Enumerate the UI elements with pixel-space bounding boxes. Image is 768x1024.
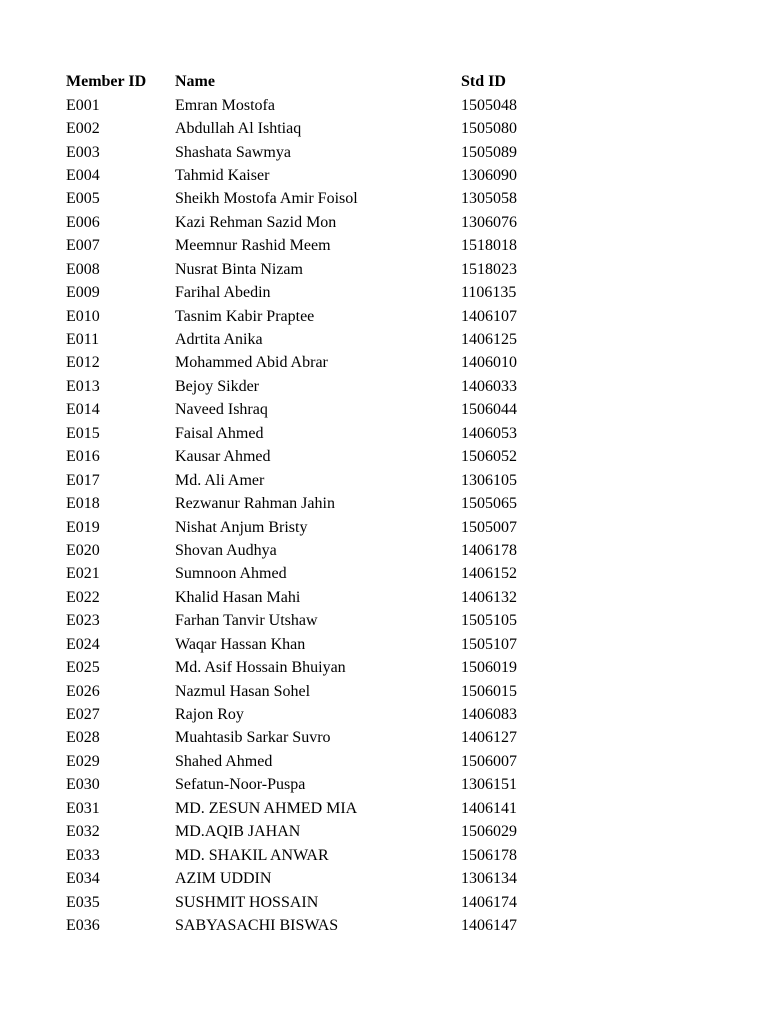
cell-name: Md. Ali Amer xyxy=(175,471,265,489)
table-row xyxy=(66,328,706,351)
cell-std-id: 1406127 xyxy=(461,729,517,747)
cell-member-id: E036 xyxy=(66,916,100,934)
table-row xyxy=(66,117,706,140)
cell-std-id: 1506007 xyxy=(461,752,517,770)
table-row xyxy=(66,375,706,398)
member-table xyxy=(66,70,706,937)
table-row xyxy=(66,304,706,327)
cell-member-id: E025 xyxy=(66,659,100,677)
cell-member-id: E023 xyxy=(66,612,100,630)
cell-member-id: E008 xyxy=(66,260,100,278)
cell-std-id: 1506178 xyxy=(461,846,517,864)
cell-name: Kazi Rehman Sazid Mon xyxy=(175,213,337,231)
table-row xyxy=(66,445,706,468)
cell-std-id: 1518018 xyxy=(461,237,517,255)
cell-member-id: E032 xyxy=(66,823,100,841)
cell-member-id: E016 xyxy=(66,448,100,466)
table-row xyxy=(66,468,706,491)
cell-std-id: 1306076 xyxy=(461,213,517,231)
cell-name: Shashata Sawmya xyxy=(175,143,291,161)
cell-name: Emran Mostofa xyxy=(175,96,275,114)
cell-std-id: 1406107 xyxy=(461,307,517,325)
cell-name: Nazmul Hasan Sohel xyxy=(175,682,311,700)
cell-member-id: E027 xyxy=(66,706,100,724)
cell-std-id: 1306090 xyxy=(461,166,517,184)
table-row xyxy=(66,656,706,679)
cell-std-id: 1505007 xyxy=(461,518,517,536)
cell-member-id: E006 xyxy=(66,213,100,231)
cell-std-id: 1505105 xyxy=(461,612,517,630)
cell-member-id: E033 xyxy=(66,846,100,864)
table-row xyxy=(66,726,706,749)
cell-member-id: E021 xyxy=(66,565,100,583)
table-row xyxy=(66,773,706,796)
table-row xyxy=(66,211,706,234)
cell-std-id: 1505080 xyxy=(461,120,517,138)
cell-name: Bejoy Sikder xyxy=(175,377,259,395)
cell-member-id: E009 xyxy=(66,284,100,302)
cell-member-id: E018 xyxy=(66,495,100,513)
cell-std-id: 1106135 xyxy=(461,284,517,302)
cell-member-id: E004 xyxy=(66,166,100,184)
cell-std-id: 1406178 xyxy=(461,541,517,559)
cell-std-id: 1506029 xyxy=(461,823,517,841)
cell-std-id: 1506015 xyxy=(461,682,517,700)
cell-name: Faisal Ahmed xyxy=(175,424,264,442)
cell-name: Sefatun-Noor-Puspa xyxy=(175,776,306,794)
table-row xyxy=(66,539,706,562)
table-body xyxy=(66,93,706,937)
table-row xyxy=(66,843,706,866)
cell-member-id: E012 xyxy=(66,354,100,372)
cell-name: Khalid Hasan Mahi xyxy=(175,588,301,606)
cell-member-id: E019 xyxy=(66,518,100,536)
table-row xyxy=(66,234,706,257)
cell-std-id: 1506052 xyxy=(461,448,517,466)
cell-member-id: E028 xyxy=(66,729,100,747)
cell-std-id: 1406053 xyxy=(461,424,517,442)
cell-std-id: 1406147 xyxy=(461,916,517,934)
cell-name: Farhan Tanvir Utshaw xyxy=(175,612,318,630)
cell-name: Mohammed Abid Abrar xyxy=(175,354,328,372)
cell-std-id: 1406125 xyxy=(461,331,517,349)
cell-std-id: 1406141 xyxy=(461,799,517,817)
cell-member-id: E020 xyxy=(66,541,100,559)
cell-member-id: E001 xyxy=(66,96,100,114)
cell-std-id: 1505065 xyxy=(461,495,517,513)
cell-name: Sumnoon Ahmed xyxy=(175,565,287,583)
cell-member-id: E011 xyxy=(66,331,100,349)
cell-name: SUSHMIT HOSSAIN xyxy=(175,893,319,911)
cell-member-id: E017 xyxy=(66,471,100,489)
cell-std-id: 1406132 xyxy=(461,588,517,606)
table-row xyxy=(66,164,706,187)
table-row xyxy=(66,679,706,702)
cell-std-id: 1306134 xyxy=(461,870,517,888)
table-row xyxy=(66,258,706,281)
cell-std-id: 1406152 xyxy=(461,565,517,583)
cell-name: AZIM UDDIN xyxy=(175,870,272,888)
cell-member-id: E022 xyxy=(66,588,100,606)
cell-name: Nusrat Binta Nizam xyxy=(175,260,303,278)
cell-member-id: E010 xyxy=(66,307,100,325)
table-row xyxy=(66,890,706,913)
cell-member-id: E002 xyxy=(66,120,100,138)
cell-member-id: E026 xyxy=(66,682,100,700)
cell-name: Abdullah Al Ishtiaq xyxy=(175,120,302,138)
cell-member-id: E015 xyxy=(66,424,100,442)
table-row xyxy=(66,281,706,304)
cell-std-id: 1406083 xyxy=(461,706,517,724)
header-std-id: Std ID xyxy=(461,73,506,91)
table-row xyxy=(66,586,706,609)
cell-member-id: E035 xyxy=(66,893,100,911)
cell-name: Rezwanur Rahman Jahin xyxy=(175,495,335,513)
cell-member-id: E013 xyxy=(66,377,100,395)
cell-name: Shahed Ahmed xyxy=(175,752,273,770)
cell-name: Naveed Ishraq xyxy=(175,401,268,419)
cell-std-id: 1406010 xyxy=(461,354,517,372)
cell-name: Farihal Abedin xyxy=(175,284,271,302)
cell-name: Waqar Hassan Khan xyxy=(175,635,306,653)
cell-name: Meemnur Rashid Meem xyxy=(175,237,331,255)
cell-name: Muahtasib Sarkar Suvro xyxy=(175,729,331,747)
table-row xyxy=(66,93,706,116)
cell-name: Tasnim Kabir Praptee xyxy=(175,307,315,325)
table-row xyxy=(66,633,706,656)
cell-std-id: 1505107 xyxy=(461,635,517,653)
cell-name: Sheikh Mostofa Amir Foisol xyxy=(175,190,358,208)
table-row xyxy=(66,609,706,632)
cell-std-id: 1505048 xyxy=(461,96,517,114)
table-row xyxy=(66,867,706,890)
cell-member-id: E007 xyxy=(66,237,100,255)
cell-member-id: E014 xyxy=(66,401,100,419)
cell-member-id: E034 xyxy=(66,870,100,888)
table-row xyxy=(66,492,706,515)
table-header-row xyxy=(66,70,706,93)
table-row xyxy=(66,914,706,937)
table-row xyxy=(66,140,706,163)
cell-member-id: E024 xyxy=(66,635,100,653)
cell-name: MD.AQIB JAHAN xyxy=(175,823,301,841)
table-row xyxy=(66,797,706,820)
cell-std-id: 1305058 xyxy=(461,190,517,208)
cell-member-id: E005 xyxy=(66,190,100,208)
header-name: Name xyxy=(175,73,215,91)
cell-member-id: E030 xyxy=(66,776,100,794)
cell-std-id: 1506019 xyxy=(461,659,517,677)
table-row xyxy=(66,820,706,843)
table-row xyxy=(66,515,706,538)
cell-std-id: 1505089 xyxy=(461,143,517,161)
cell-name: Tahmid Kaiser xyxy=(175,166,270,184)
cell-std-id: 1506044 xyxy=(461,401,517,419)
cell-member-id: E029 xyxy=(66,752,100,770)
cell-name: SABYASACHI BISWAS xyxy=(175,916,339,934)
table-row xyxy=(66,703,706,726)
cell-std-id: 1306105 xyxy=(461,471,517,489)
table-row xyxy=(66,750,706,773)
cell-name: Kausar Ahmed xyxy=(175,448,271,466)
table-row xyxy=(66,398,706,421)
cell-std-id: 1518023 xyxy=(461,260,517,278)
cell-name: Shovan Audhya xyxy=(175,541,277,559)
table-row xyxy=(66,351,706,374)
table-row xyxy=(66,562,706,585)
cell-name: MD. ZESUN AHMED MIA xyxy=(175,799,358,817)
cell-name: Adrtita Anika xyxy=(175,331,263,349)
cell-std-id: 1306151 xyxy=(461,776,517,794)
cell-member-id: E003 xyxy=(66,143,100,161)
cell-std-id: 1406174 xyxy=(461,893,517,911)
cell-name: Nishat Anjum Bristy xyxy=(175,518,308,536)
cell-name: Rajon Roy xyxy=(175,706,244,724)
cell-name: MD. SHAKIL ANWAR xyxy=(175,846,329,864)
cell-name: Md. Asif Hossain Bhuiyan xyxy=(175,659,346,677)
table-row xyxy=(66,187,706,210)
cell-member-id: E031 xyxy=(66,799,100,817)
table-row xyxy=(66,422,706,445)
cell-std-id: 1406033 xyxy=(461,377,517,395)
header-member-id: Member ID xyxy=(66,73,147,91)
